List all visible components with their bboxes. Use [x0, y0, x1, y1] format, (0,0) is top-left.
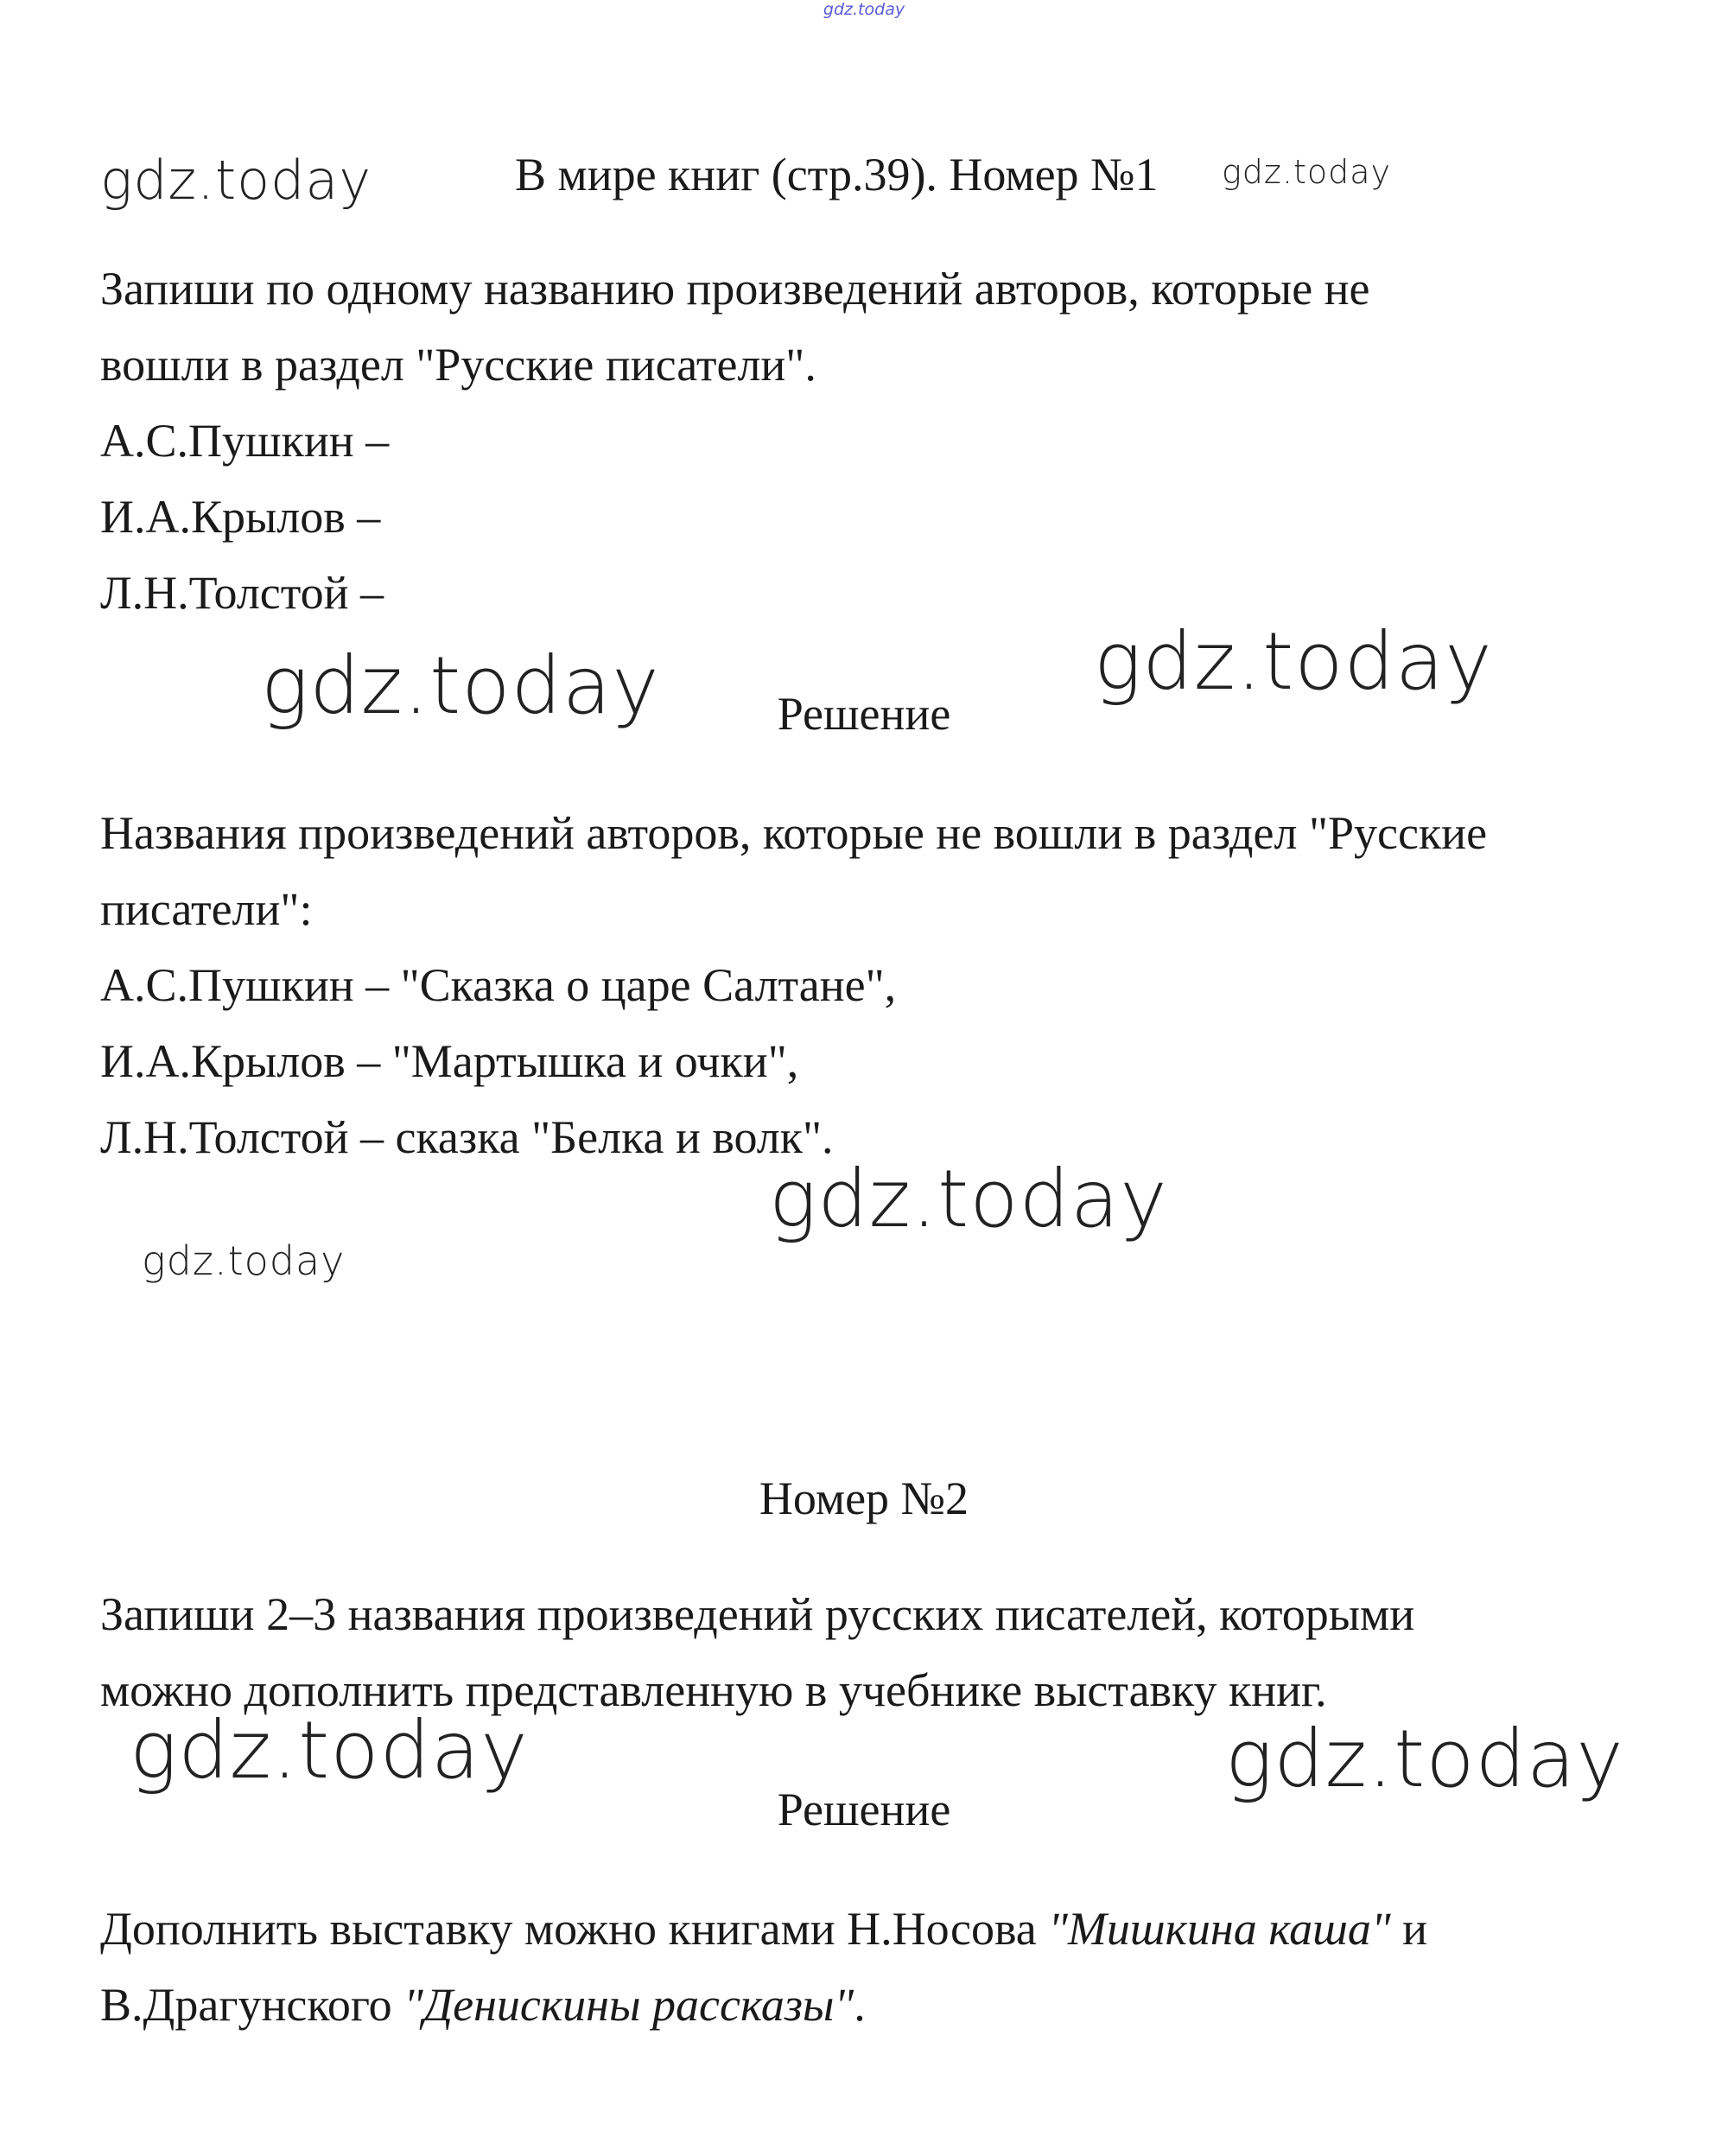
task1-item: А.С.Пушкин – — [100, 415, 390, 467]
answer-text: В.Драгунского — [100, 1979, 404, 2031]
task2-solution-heading: Решение — [777, 1784, 951, 1835]
watermark: gdz.today — [1225, 1713, 1624, 1805]
book-title-mishkina-kasha: "Мишкина каша" — [1048, 1903, 1391, 1955]
answer-text: и — [1390, 1903, 1427, 1955]
watermark: gdz.today — [142, 1237, 346, 1284]
task2-title: Номер №2 — [759, 1472, 969, 1524]
task2-question-line1: Запиши 2–3 названия произведений русских писателей, которыми — [100, 1588, 1415, 1640]
book-title-deniskiny-rasskazy: "Денискины рассказы" — [403, 1979, 854, 2031]
task1-question-line2: вошли в раздел "Русские писатели". — [100, 339, 816, 391]
task2-answer-line2 — [100, 1977, 866, 2032]
task1-answer: Л.Н.Толстой – сказка "Белка и волк". — [100, 1111, 834, 1163]
task2-question-line2: можно дополнить представленную в учебнике выставку книг. — [100, 1664, 1327, 1716]
task1-question-line1: Запиши по одному названию произведений авторов, которые не — [100, 263, 1370, 315]
task1-item: И.А.Крылов – — [100, 491, 381, 543]
watermark: gdz.today — [769, 1153, 1168, 1245]
task1-solution-heading: Решение — [777, 688, 951, 740]
task1-answer: И.А.Крылов – "Мартышка и очки", — [100, 1035, 799, 1087]
task1-item: Л.Н.Толстой – — [100, 567, 384, 619]
watermark: gdz.today — [100, 149, 372, 212]
watermark: gdz.today — [1222, 153, 1391, 191]
watermark: gdz.today — [1094, 615, 1493, 708]
task1-title: В мире книг (стр.39). Номер №1 — [515, 149, 1159, 200]
task1-answer: А.С.Пушкин – "Сказка о царе Салтане", — [100, 959, 897, 1011]
watermark-top: gdz.today — [823, 0, 905, 19]
watermark: gdz.today — [130, 1704, 529, 1797]
task2-answer-line1 — [100, 1901, 1427, 1956]
answer-text: . — [854, 1979, 866, 2031]
task1-answer-line1: Названия произведений авторов, которые не вошли в раздел "Русские — [100, 807, 1488, 859]
watermark: gdz.today — [261, 639, 660, 732]
task1-answer-line2: писатели": — [100, 883, 313, 935]
answer-text: Дополнить выставку можно книгами Н.Носова — [100, 1903, 1049, 1955]
